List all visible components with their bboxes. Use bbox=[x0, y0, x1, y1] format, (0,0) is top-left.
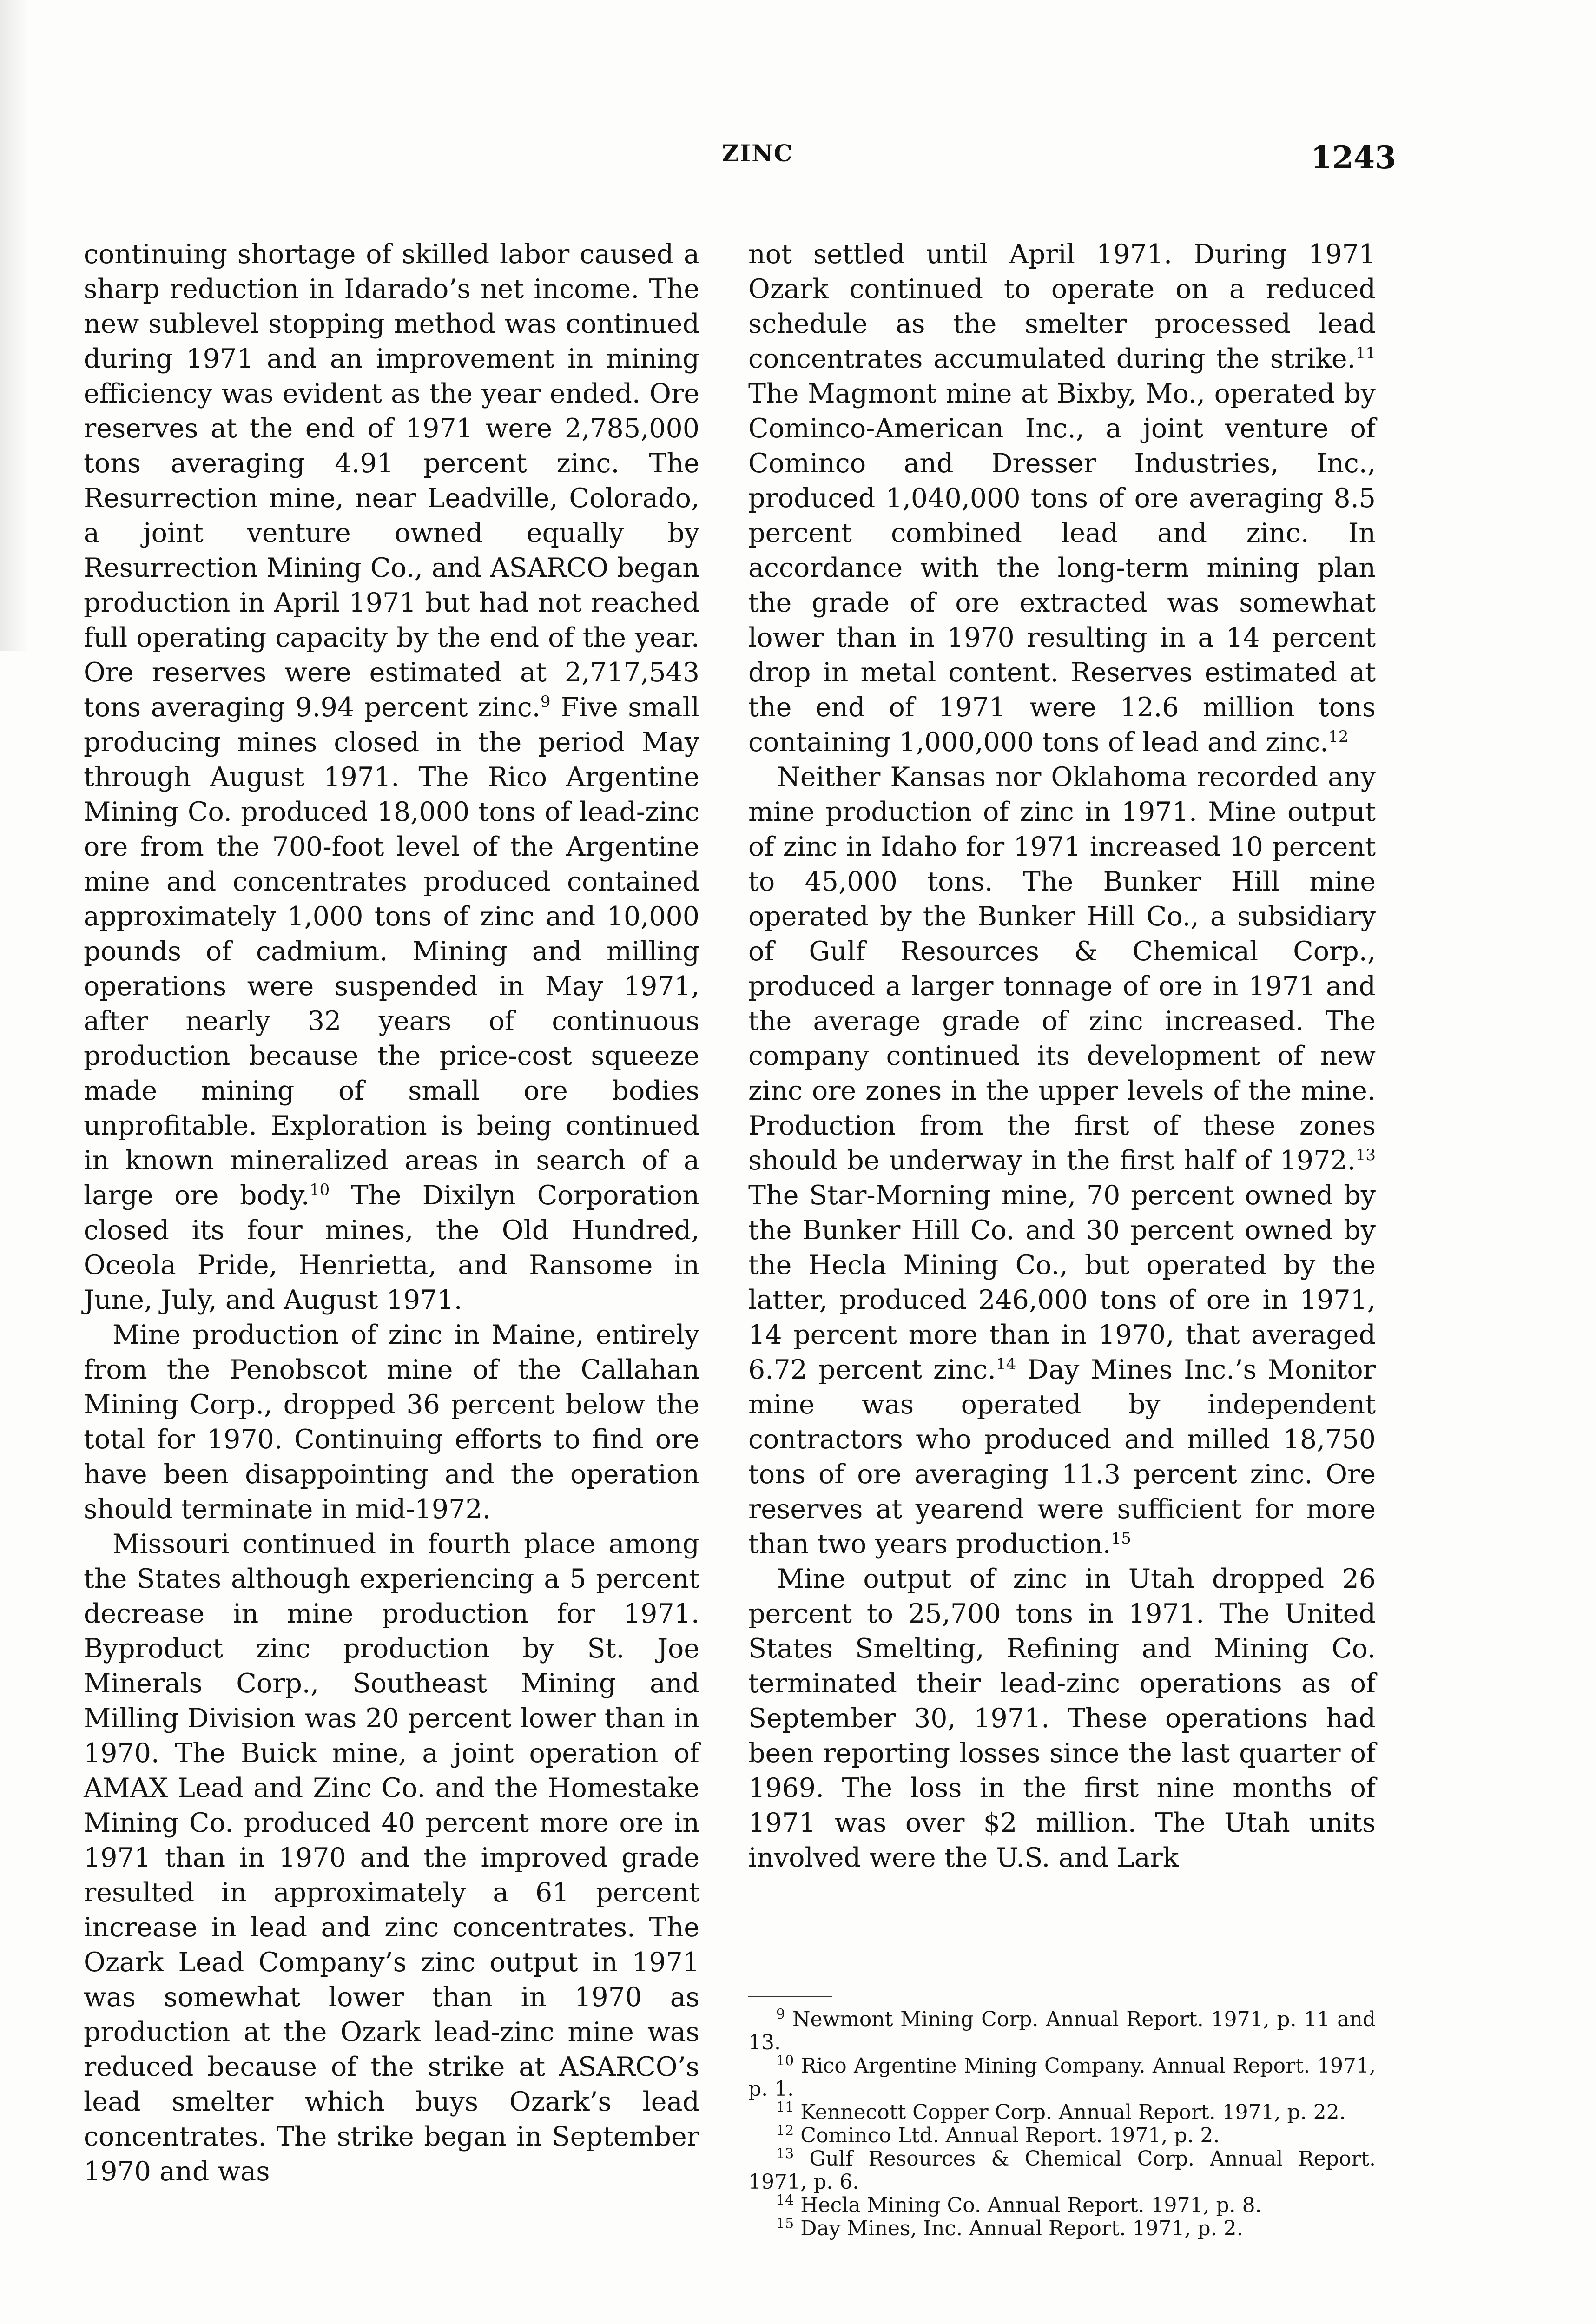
footnote-mark: 14 bbox=[776, 2192, 794, 2209]
paragraph bbox=[748, 760, 1376, 1562]
paragraph-text: Five small producing mines closed in the period May through August 1971. The Rico Argentine Mining Co. produced 18,000 tons of lead-zinc ore from the 700-foot level of the Argentine mine and concentrates produced contained approximately 1,000 tons of zinc and 10,000 pounds of cadmium. Mining and milling operations were suspended in May 1971, after nearly 32 years of continuous production because the price-cost squeeze made mining of small ore bodies unprofitable. Exploration is being continued in known mineralized areas in search of a large ore body. bbox=[84, 692, 699, 1211]
left-column bbox=[84, 237, 699, 2189]
footnote bbox=[748, 2194, 1376, 2217]
footnote bbox=[748, 2008, 1376, 2054]
paragraph-text: The Magmont mine at Bixby, Mo., operated by Cominco-American Inc., a joint venture of Cominco and Dresser Industries, Inc., produced 1,040,000 tons of ore averaging 8.5 percent combined lead and zinc. In accordance with the long-term mining plan the grade of ore extracted was somewhat lower than in 1970 resulting in a 14 percent drop in metal content. Reserves estimated at the end of 1971 were 12.6 million tons containing 1,000,000 tons of lead and zinc. bbox=[748, 378, 1376, 758]
paragraph-text: The Star-Morning mine, 70 percent owned by the Bunker Hill Co. and 30 percent owned by the Hecla Mining Co., but operated by the latter, produced 246,000 tons of ore in 1971, 14 percent more than in 1970, that averaged 6.72 percent zinc. bbox=[748, 1180, 1376, 1385]
footnote bbox=[748, 2101, 1376, 2124]
footnote-text: Cominco Ltd. Annual Report. 1971, p. 2. bbox=[800, 2124, 1220, 2147]
paragraph: Mine output of zinc in Utah dropped 26 percent to 25,700 tons in 1971. The United States Smelting, Refining and Mining Co. terminated their lead-zinc operations as of September 30, 1971. These operations had been reporting losses since the last quarter of 1969. The loss in the first nine months of 1971 was over $2 million. The Utah units involved were the U.S. and Lark bbox=[748, 1564, 1376, 1873]
footnote-mark: 10 bbox=[776, 2053, 794, 2069]
footnote-ref: 10 bbox=[309, 1181, 330, 1199]
footnote-mark: 11 bbox=[776, 2099, 794, 2116]
footnote-text: Gulf Resources & Chemical Corp. Annual Report. 1971, p. 6. bbox=[748, 2147, 1376, 2194]
footnote-mark: 9 bbox=[776, 2006, 785, 2023]
right-column bbox=[748, 237, 1376, 1875]
footnote-mark: 12 bbox=[776, 2122, 794, 2139]
footnote-text: Day Mines, Inc. Annual Report. 1971, p. 2. bbox=[800, 2217, 1243, 2240]
paragraph-text: Neither Kansas nor Oklahoma recorded any mine production of zinc in 1971. Mine output of zinc in Idaho for 1971 increased 10 percent to 45,000 tons. The Bunker Hill mine operated by the Bunker Hill Co., a subsidiary of Gulf Resources & Chemical Corp., produced a larger tonnage of ore in 1971 and the average grade of zinc increased. The company continued its development of new zinc ore zones in the upper levels of the mine. Production from the first of these zones should be underway in the first half of 1972. bbox=[748, 762, 1376, 1176]
paragraph-text: The Dixilyn Corporation closed its four mines, the Old Hundred, Oceola Pride, Henrietta, and Ransome in June, July, and August 1971. bbox=[84, 1180, 699, 1315]
paragraph: Mine production of zinc in Maine, entirely from the Penobscot mine of the Callahan Mining Corp., dropped 36 percent below the total for 1970. Continuing efforts to find ore have been disappointing and the operation should terminate in mid-1972. bbox=[84, 1320, 699, 1525]
footnote bbox=[748, 2124, 1376, 2147]
paragraph-text: continuing shortage of skilled labor caused a sharp reduction in Idarado’s net income. The new sublevel stopping method was continued during 1971 and an improvement in mining efficiency was evident as the year ended. Ore reserves at the end of 1971 were 2,785,000 tons averaging 4.91 percent zinc. The Resurrection mine, near Leadville, Colorado, a joint venture owned equally by Resurrection Mining Co., and ASARCO began production in April 1971 but had not reached full operating capacity by the end of the year. Ore reserves were estimated at 2,717,543 tons averaging 9.94 percent zinc. bbox=[84, 239, 699, 723]
footnote-mark: 13 bbox=[776, 2146, 794, 2162]
paragraph: Missouri continued in fourth place among the States although experiencing a 5 percent decrease in mine production for 1971. Byproduct zinc production by St. Joe Minerals Corp., Southeast Mining and Milling Division was 20 percent lower than in 1970. The Buick mine, a joint operation of AMAX Lead and Zinc Co. and the Homestake Mining Co. produced 40 percent more ore in 1971 than in 1970 and the improved grade resulted in approximately a 61 percent increase in lead and zinc concentrates. The Ozark Lead Company’s zinc output in 1971 was somewhat lower than in 1970 as production at the Ozark lead-zinc mine was reduced because of the strike at ASARCO’s lead smelter which buys Ozark’s lead concentrates. The strike began in September 1970 and was bbox=[84, 1529, 699, 2187]
page-number: 1243 bbox=[1311, 139, 1396, 176]
footnote-ref: 12 bbox=[1328, 727, 1349, 746]
scan-margin bbox=[0, 0, 28, 651]
footnote-text: Rico Argentine Mining Company. Annual Report. 1971, p. 1. bbox=[748, 2054, 1376, 2101]
paragraph bbox=[748, 237, 1376, 760]
footnote-mark: 15 bbox=[776, 2215, 794, 2232]
footnote bbox=[748, 2054, 1376, 2101]
footnotes bbox=[748, 2008, 1376, 2240]
footnote-rule bbox=[748, 1996, 832, 1997]
running-title: ZINC bbox=[722, 139, 793, 167]
footnote-ref: 11 bbox=[1355, 344, 1376, 363]
footnote-ref: 9 bbox=[540, 693, 551, 711]
footnote-text: Newmont Mining Corp. Annual Report. 1971, p. 11 and 13. bbox=[748, 2007, 1376, 2054]
footnote-ref: 15 bbox=[1111, 1529, 1131, 1548]
footnote-ref: 13 bbox=[1355, 1146, 1376, 1164]
footnote-ref: 14 bbox=[996, 1355, 1016, 1373]
paragraph-text: Day Mines Inc.’s Monitor mine was operated by independent contractors who produced and milled 18,750 tons of ore averaging 11.3 percent zinc. Ore reserves at yearend were sufficient for more than two years production. bbox=[748, 1354, 1376, 1559]
paragraph bbox=[84, 237, 699, 1318]
footnote-text: Kennecott Copper Corp. Annual Report. 1971, p. 22. bbox=[800, 2100, 1346, 2124]
footnote-text: Hecla Mining Co. Annual Report. 1971, p. 8. bbox=[800, 2193, 1262, 2217]
paragraph-text: not settled until April 1971. During 1971 Ozark continued to operate on a reduced schedule as the smelter processed lead concentrates accumulated during the strike. bbox=[748, 239, 1376, 374]
footnote bbox=[748, 2147, 1376, 2194]
footnote bbox=[748, 2217, 1376, 2240]
